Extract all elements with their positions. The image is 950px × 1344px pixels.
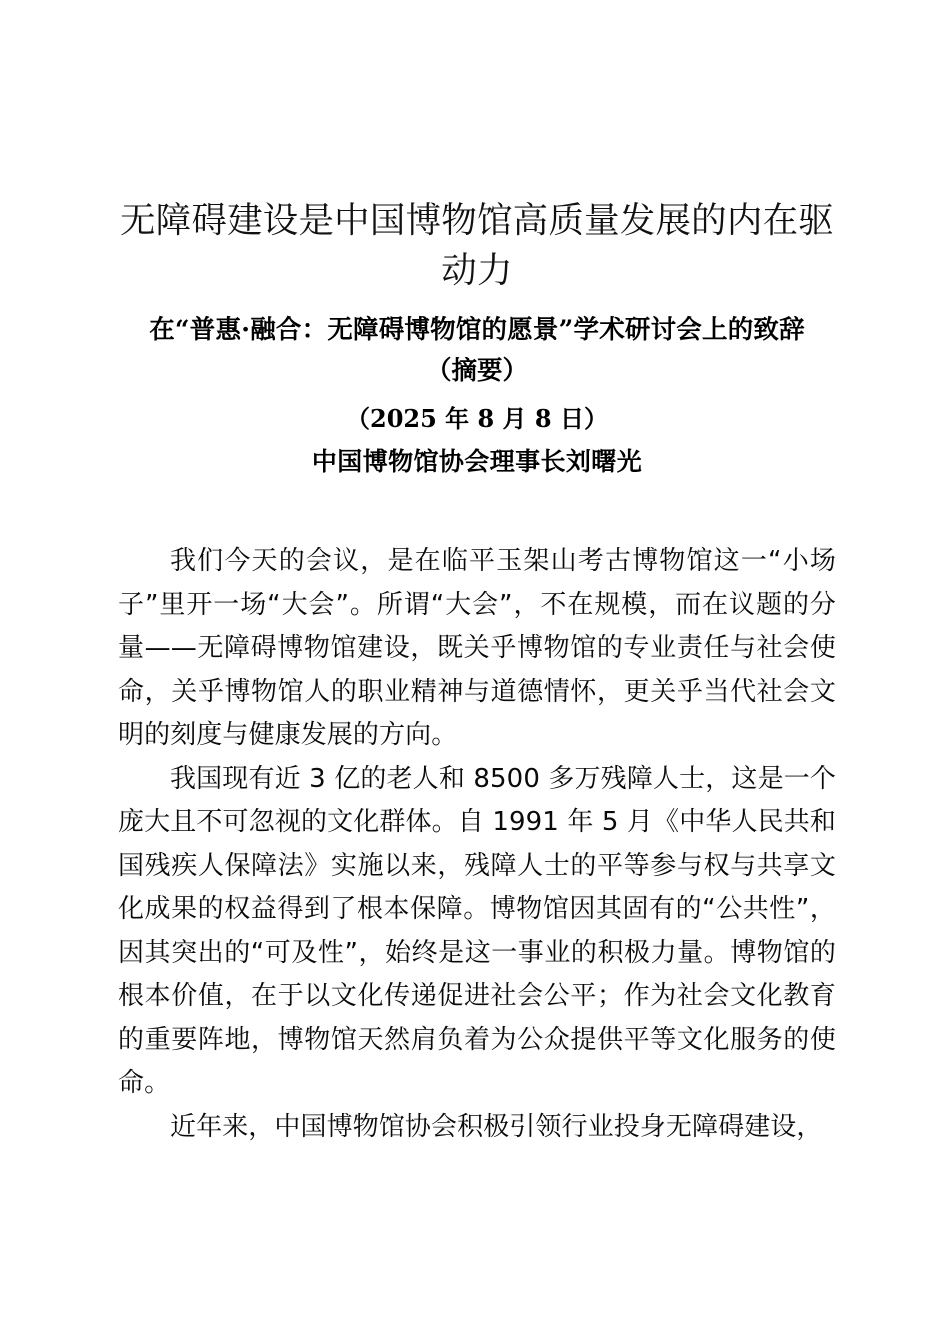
document-content-column (118, 0, 836, 1149)
document-subtitle: 在“普惠·融合：无障碍博物馆的愿景”学术研讨会上的致辞 (149, 315, 805, 345)
document-body (118, 482, 836, 1149)
document-subtitle-note: （摘要） (425, 356, 528, 386)
body-paragraph: 近年来，中国博物馆协会积极引领行业投身无障碍建设， (170, 1111, 823, 1142)
body-paragraph: 我国现有近 3 亿的老人和 8500 多万残障人士，这是一个庞大且不可忽视的文化群体。自 1991 年 5 月《中华人民共和国残疾人保障法》实施以来，残障人士的平等参与权与共享文化成果的权益得到了根本保障。博物馆因其固有的“公共性”，因其突出的“可及性”，始终是这一事业的积极力量。博物馆的根本价值，在于以文化传递促进社会公平；作为社会文化教育的重要阵地，博物馆天然肩负着为公众提供平等文化服务的使命。 (118, 763, 836, 1098)
document-date: （2025 年 8 月 8 日） (346, 404, 608, 433)
body-paragraph: 我们今天的会议，是在临平玉架山考古博物馆这一“小场子”里开一场“大会”。所谓“大会”，不在规模，而在议题的分量——无障碍博物馆建设，既关乎博物馆的专业责任与社会使命，关乎博物馆人的职业精神与道德情怀，更关乎当代社会文明的刻度与健康发展的方向。 (118, 546, 836, 750)
document-author: 中国博物馆协会理事长刘曙光 (311, 447, 643, 476)
document-title: 无障碍建设是中国博物馆高质量发展的内在驱动力 (119, 200, 834, 291)
